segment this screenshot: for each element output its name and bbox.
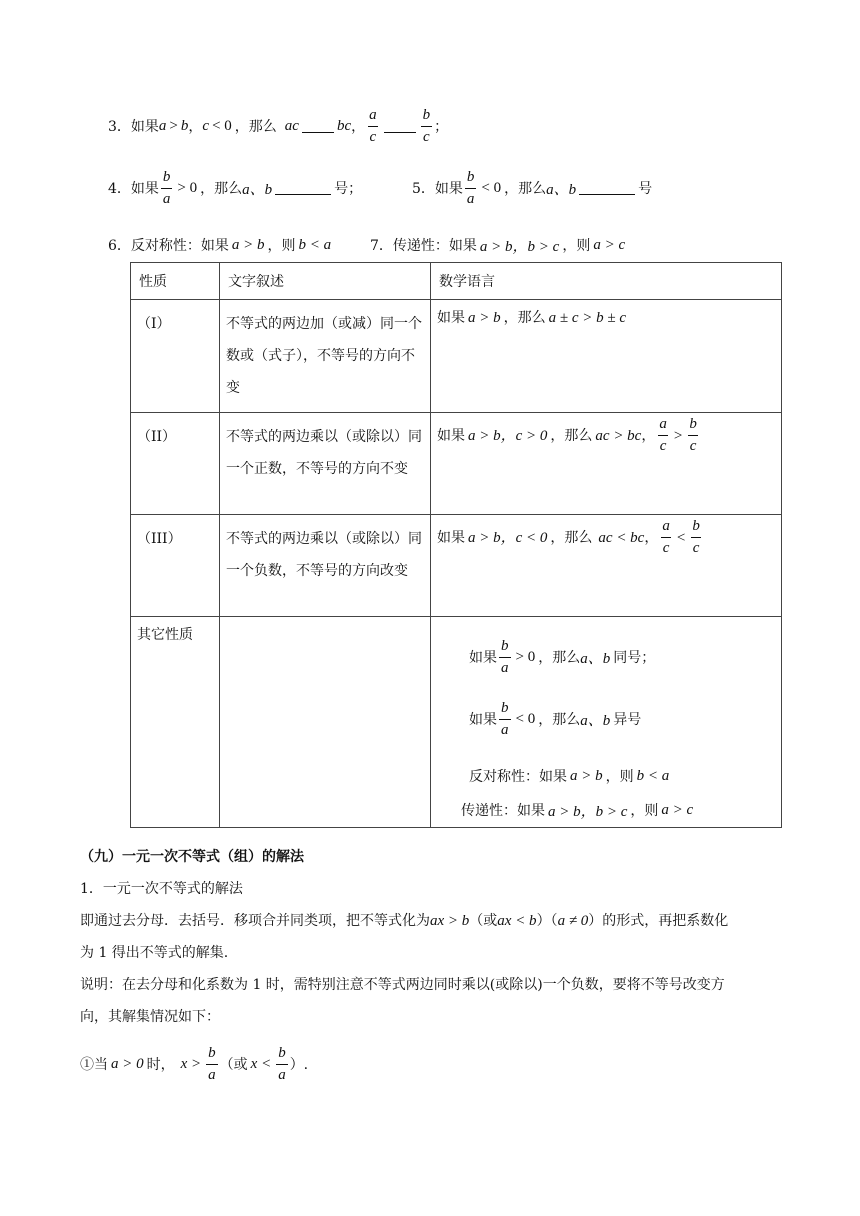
text: 传递性：如果 bbox=[461, 803, 545, 819]
paragraph-3: 说明：在去分母和化系数为 1 时，需特别注意不等式两边同时乘以(或除以)一个负数，要将不等号改变方 bbox=[80, 977, 725, 993]
row-math-cell bbox=[431, 515, 782, 617]
p1-text: 即通过去分母．去括号．移项合并同类项，把不等式化为 bbox=[80, 913, 430, 929]
math-prefix: 如果 bbox=[437, 427, 465, 444]
math-prefix: 如果 bbox=[437, 529, 465, 546]
row-desc-cell bbox=[220, 515, 431, 617]
numerator: a bbox=[659, 416, 667, 432]
paragraph-4: 向，其解集情况如下： bbox=[80, 1009, 220, 1025]
row-label-cell bbox=[131, 515, 220, 617]
item7-text: 7．传递性：如果 bbox=[370, 238, 477, 254]
fraction-b-over-a bbox=[276, 1046, 288, 1083]
math-mid: ，那么 bbox=[550, 529, 593, 546]
other-line-3 bbox=[469, 765, 669, 787]
numerator: b bbox=[689, 416, 697, 432]
item6-then: ，则 bbox=[267, 238, 296, 254]
text: 反对称性：如果 bbox=[469, 769, 567, 785]
denominator: c bbox=[691, 537, 702, 556]
row-math-cell bbox=[431, 413, 782, 515]
row-label: 其它性质 bbox=[137, 627, 193, 643]
case-1 bbox=[80, 1040, 308, 1088]
var-a: a bbox=[158, 117, 167, 134]
fraction-a-over-c bbox=[660, 519, 672, 556]
fraction-b-over-a bbox=[206, 1046, 218, 1083]
numerator: b bbox=[278, 1044, 286, 1061]
math-prefix: 如果 bbox=[437, 310, 465, 326]
op-lt0: < 0 bbox=[212, 117, 232, 134]
item4-end: 号； bbox=[334, 181, 363, 197]
item4-mid: ，那么 bbox=[200, 181, 243, 197]
fraction-b-over-c bbox=[421, 108, 433, 145]
case1-mid: 时， bbox=[146, 1057, 175, 1073]
var-ab: a、b bbox=[580, 712, 611, 729]
math-mid: ，那么 bbox=[550, 427, 593, 444]
math-expr: a > b，c < 0 bbox=[468, 529, 548, 546]
denominator: c bbox=[688, 435, 699, 454]
fraction-a-over-c bbox=[367, 108, 379, 145]
item-7 bbox=[370, 233, 625, 257]
op-rel: > bbox=[673, 427, 683, 444]
row-math-cell bbox=[431, 617, 782, 828]
numerator: b bbox=[501, 699, 509, 716]
p1-expr1: ax > b bbox=[430, 913, 470, 929]
item7-expr2: a > c bbox=[593, 236, 626, 253]
p1-or: （或 bbox=[469, 913, 498, 929]
item-3 bbox=[108, 104, 448, 148]
numerator: b bbox=[466, 168, 475, 185]
row-desc: 不等式的两边乘以（或除以）同一个负数，不等号的方向改变 bbox=[226, 531, 422, 579]
prefix: 如果 bbox=[469, 712, 497, 728]
p1-close: ）（ bbox=[536, 913, 558, 929]
math-result: ac < bc bbox=[598, 529, 645, 546]
answer-blank[interactable] bbox=[302, 120, 334, 133]
header-text: 文字叙述 bbox=[228, 274, 284, 290]
numerator: b bbox=[501, 637, 509, 654]
denominator: a bbox=[499, 657, 511, 676]
expr1: a > b bbox=[570, 767, 603, 784]
op-rel: < bbox=[676, 529, 686, 546]
paragraph-2: 为 1 得出不等式的解集. bbox=[80, 945, 229, 961]
item3-mid: ，那么 bbox=[234, 119, 277, 135]
item5-prefix: 5．如果 bbox=[412, 181, 463, 197]
op-rel: < 0 bbox=[481, 179, 502, 196]
case1-end: ）. bbox=[289, 1057, 309, 1073]
sep: ， bbox=[644, 529, 659, 546]
fraction-b-over-a bbox=[465, 170, 477, 207]
case1-x2: x < bbox=[250, 1055, 272, 1072]
expr2: b < a bbox=[636, 767, 670, 784]
p1-expr2: ax < b bbox=[497, 913, 537, 929]
denominator: a bbox=[465, 188, 477, 207]
other-line-4 bbox=[461, 799, 693, 821]
header-text: 性质 bbox=[139, 274, 167, 290]
header-cell bbox=[220, 263, 431, 300]
sep: ， bbox=[641, 427, 656, 444]
row-desc-cell bbox=[220, 617, 431, 828]
var-bc: bc bbox=[336, 117, 352, 134]
denominator: c bbox=[368, 126, 379, 145]
fraction-a-over-c bbox=[657, 417, 669, 454]
fraction-b-over-a bbox=[161, 170, 173, 207]
item3-end: ； bbox=[434, 119, 449, 135]
other-line-1 bbox=[469, 635, 655, 679]
fraction-b-over-a bbox=[499, 701, 511, 738]
row-desc-cell bbox=[220, 300, 431, 413]
var-ab: a、b bbox=[580, 650, 611, 667]
math-mid: ，那么 bbox=[503, 310, 546, 326]
item6-expr2: b < a bbox=[298, 236, 332, 253]
math-result: a ± c > b ± c bbox=[548, 310, 627, 326]
op-gt: > bbox=[169, 117, 178, 134]
row-desc-cell bbox=[220, 413, 431, 515]
denominator: a bbox=[499, 719, 511, 738]
var-ab: a、b bbox=[546, 181, 577, 198]
table-row bbox=[131, 413, 782, 515]
item6-text: 6．反对称性：如果 bbox=[108, 238, 229, 254]
then: ，则 bbox=[605, 769, 634, 785]
row-label-cell bbox=[131, 413, 220, 515]
subsection-title: 1．一元一次不等式的解法 bbox=[80, 881, 243, 897]
op-rel: > 0 bbox=[177, 179, 198, 196]
other-line-2 bbox=[469, 697, 641, 741]
row-desc: 不等式的两边加（或减）同一个数或（式子），不等号的方向不变 bbox=[226, 316, 422, 396]
fraction-b-over-c bbox=[687, 417, 699, 454]
header-text: 数学语言 bbox=[439, 274, 495, 290]
table-row bbox=[131, 515, 782, 617]
math-expr: a > b，c > 0 bbox=[468, 427, 548, 444]
numerator: b bbox=[162, 168, 171, 185]
row-label: （III） bbox=[137, 531, 182, 547]
row-desc: 不等式的两边乘以（或除以）同一个正数，不等号的方向不变 bbox=[226, 429, 422, 477]
var-c: c bbox=[202, 117, 210, 134]
denominator: a bbox=[161, 188, 173, 207]
prefix: 如果 bbox=[469, 650, 497, 666]
item-6 bbox=[108, 233, 331, 257]
sep: ， bbox=[188, 119, 203, 135]
then: ，则 bbox=[630, 803, 659, 819]
case1-prefix: ①当 bbox=[80, 1057, 108, 1073]
op-rel: < 0 bbox=[515, 710, 536, 727]
answer-blank[interactable] bbox=[579, 182, 635, 195]
row-label-cell bbox=[131, 617, 220, 828]
row-math-cell bbox=[431, 300, 782, 413]
expr2: a > c bbox=[661, 801, 694, 818]
row-label: （II） bbox=[137, 429, 177, 445]
item-4 bbox=[108, 166, 362, 210]
table-row-other bbox=[131, 617, 782, 828]
op-rel: > 0 bbox=[515, 648, 536, 665]
numerator: a bbox=[369, 106, 377, 123]
denominator: a bbox=[206, 1064, 218, 1083]
item5-mid: ，那么 bbox=[504, 181, 547, 197]
sep: ， bbox=[351, 119, 366, 135]
section-title: （九）一元一次不等式（组）的解法 bbox=[80, 849, 304, 865]
math-result: ac > bc bbox=[595, 427, 642, 444]
p1-text-end: ）的形式，再把系数化 bbox=[588, 913, 729, 929]
denominator: c bbox=[421, 126, 432, 145]
end: 异号 bbox=[613, 712, 642, 728]
var-b: b bbox=[180, 117, 189, 134]
item6-expr1: a > b bbox=[231, 236, 265, 253]
answer-blank[interactable] bbox=[275, 182, 331, 195]
var-ac: ac bbox=[284, 117, 299, 134]
expr1: a > b，b > c bbox=[548, 803, 628, 820]
end: 同号； bbox=[613, 650, 656, 666]
fraction-b-over-a bbox=[499, 639, 511, 676]
mid: ，那么 bbox=[538, 712, 581, 728]
case1-cond: a > 0 bbox=[111, 1055, 144, 1072]
numerator: b bbox=[208, 1044, 216, 1061]
numerator: b bbox=[422, 106, 431, 123]
case1-x: x > bbox=[180, 1055, 202, 1072]
properties-table bbox=[130, 262, 782, 828]
row-label: （I） bbox=[137, 316, 171, 332]
case1-or: （或 bbox=[219, 1057, 248, 1073]
paragraph-1 bbox=[80, 906, 790, 937]
header-cell bbox=[131, 263, 220, 300]
denominator: c bbox=[661, 537, 672, 556]
denominator: c bbox=[658, 435, 669, 454]
numerator: b bbox=[692, 518, 700, 534]
item5-end: 号 bbox=[638, 181, 653, 197]
answer-blank[interactable] bbox=[384, 120, 416, 133]
item4-prefix: 4．如果 bbox=[108, 181, 159, 197]
numerator: a bbox=[662, 518, 670, 534]
denominator: a bbox=[276, 1064, 288, 1083]
table-header-row bbox=[131, 263, 782, 300]
math-expr: a > b bbox=[468, 310, 501, 326]
item-5 bbox=[412, 166, 652, 210]
item7-then: ，则 bbox=[562, 238, 591, 254]
row-label-cell bbox=[131, 300, 220, 413]
mid: ，那么 bbox=[538, 650, 581, 666]
p1-expr3: a ≠ 0 bbox=[557, 913, 589, 929]
header-cell bbox=[431, 263, 782, 300]
item3-prefix: 3．如果 bbox=[108, 119, 159, 135]
item7-expr1: a > b，b > c bbox=[479, 238, 560, 255]
var-ab: a、b bbox=[242, 181, 273, 198]
fraction-b-over-c bbox=[690, 519, 702, 556]
table-row bbox=[131, 300, 782, 413]
